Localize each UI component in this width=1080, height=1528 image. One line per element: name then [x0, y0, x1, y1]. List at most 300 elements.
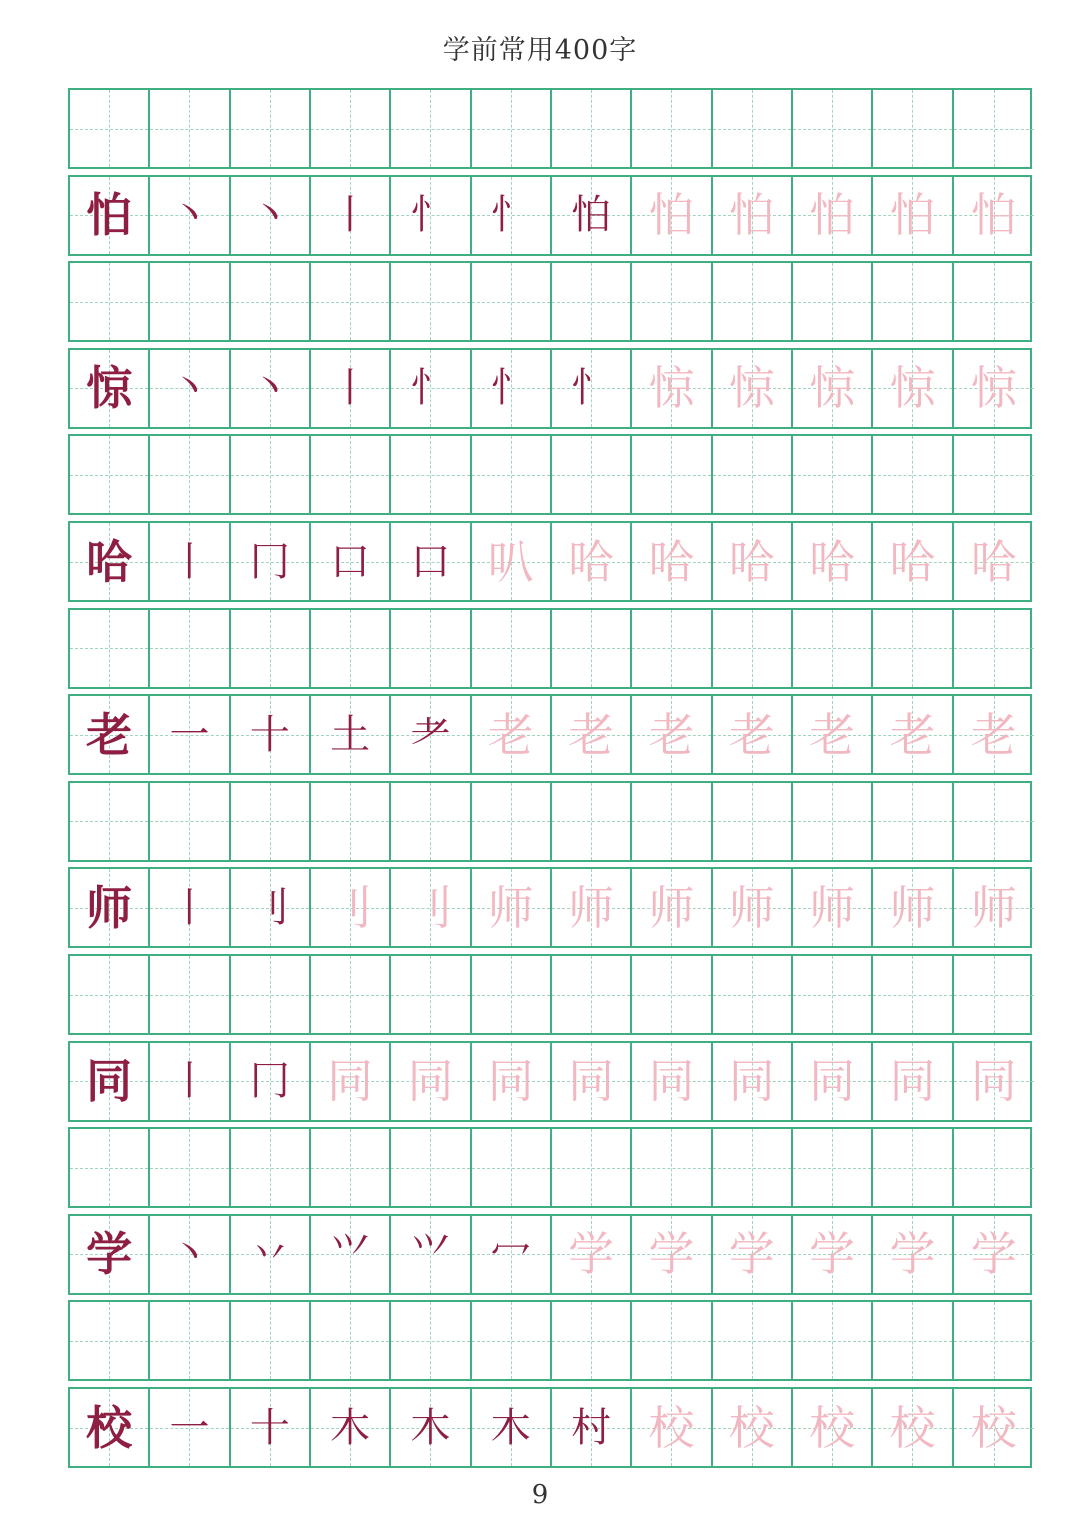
practice-cell[interactable] — [632, 1302, 712, 1379]
practice-cell[interactable] — [70, 1302, 150, 1379]
model-char-cell — [70, 1389, 150, 1466]
stroke-step-cell — [391, 696, 471, 773]
stroke-step-cell — [793, 523, 873, 600]
practice-cell[interactable] — [311, 783, 391, 860]
practice-cell[interactable] — [552, 1129, 632, 1206]
stroke-order-row — [68, 1041, 1032, 1122]
page-title: 学前常用400字 — [442, 35, 638, 66]
practice-cell[interactable] — [231, 1302, 311, 1379]
practice-cell[interactable] — [552, 610, 632, 687]
trace-character: 同 — [809, 1054, 856, 1109]
practice-cell[interactable] — [231, 263, 311, 340]
stroke-step-cell — [873, 177, 953, 254]
stroke-step-glyph: 耂 — [410, 711, 451, 758]
stroke-step-cell — [632, 1389, 712, 1466]
stroke-step-cell — [472, 1043, 552, 1120]
stroke-step-cell — [311, 696, 391, 773]
stroke-step-glyph: 木 — [330, 1404, 371, 1451]
stroke-step-glyph: 忄 — [490, 365, 531, 412]
practice-cell[interactable] — [873, 610, 953, 687]
stroke-step-glyph: 口 — [330, 538, 371, 585]
practice-cell[interactable] — [472, 1129, 552, 1206]
trace-character: 怕 — [889, 188, 936, 243]
stroke-step-cell — [150, 350, 230, 427]
blank-practice-row — [68, 1300, 1032, 1381]
model-char-cell — [70, 177, 150, 254]
stroke-step-glyph: 十 — [249, 711, 290, 758]
stroke-step-cell — [552, 350, 632, 427]
stroke-step-cell — [873, 1389, 953, 1466]
stroke-step-cell — [231, 177, 311, 254]
stroke-step-glyph: 木 — [410, 1404, 451, 1451]
stroke-step-cell — [632, 350, 712, 427]
practice-cell[interactable] — [391, 783, 471, 860]
trace-character: 师 — [889, 880, 936, 935]
trace-character: 哈 — [568, 534, 615, 589]
trace-character: 惊 — [889, 361, 936, 416]
practice-cell[interactable] — [713, 263, 793, 340]
trace-character: 师 — [568, 880, 615, 935]
trace-character: 校 — [809, 1400, 856, 1455]
practice-cell[interactable] — [954, 610, 1034, 687]
practice-cell[interactable] — [873, 783, 953, 860]
stroke-step-glyph: 丨 — [330, 192, 371, 239]
stroke-step-cell — [954, 1389, 1034, 1466]
stroke-step-cell — [713, 523, 793, 600]
trace-character: 惊 — [809, 361, 856, 416]
trace-character: 哈 — [648, 534, 695, 589]
practice-cell[interactable] — [713, 436, 793, 513]
stroke-step-cell — [873, 869, 953, 946]
stroke-step-cell — [311, 1043, 391, 1120]
practice-cell[interactable] — [472, 783, 552, 860]
trace-character: 学 — [568, 1227, 615, 1282]
stroke-step-cell — [472, 350, 552, 427]
model-char-cell — [70, 1043, 150, 1120]
stroke-step-glyph: 木 — [490, 1404, 531, 1451]
trace-character: 刂 — [327, 880, 374, 935]
model-character: 同 — [86, 1054, 133, 1109]
stroke-step-cell — [873, 696, 953, 773]
practice-cell[interactable] — [713, 1129, 793, 1206]
stroke-order-row — [68, 1387, 1032, 1468]
blank-practice-row — [68, 434, 1032, 515]
stroke-step-cell — [793, 869, 873, 946]
stroke-step-cell — [793, 1389, 873, 1466]
practice-cell[interactable] — [472, 956, 552, 1033]
stroke-step-cell — [713, 1043, 793, 1120]
stroke-step-cell — [713, 1389, 793, 1466]
model-character: 校 — [86, 1400, 133, 1455]
practice-cell[interactable] — [70, 956, 150, 1033]
practice-cell[interactable] — [552, 263, 632, 340]
practice-cell[interactable] — [954, 436, 1034, 513]
stroke-step-cell — [552, 869, 632, 946]
trace-character: 同 — [970, 1054, 1017, 1109]
trace-character: 校 — [889, 1400, 936, 1455]
stroke-step-cell — [713, 696, 793, 773]
stroke-step-cell — [954, 523, 1034, 600]
practice-cell[interactable] — [150, 263, 230, 340]
stroke-step-cell — [391, 523, 471, 600]
stroke-step-glyph: 忄 — [410, 365, 451, 412]
stroke-step-cell — [311, 177, 391, 254]
practice-cell[interactable] — [552, 783, 632, 860]
trace-character: 同 — [407, 1054, 454, 1109]
practice-cell[interactable] — [793, 90, 873, 167]
practice-cell[interactable] — [713, 90, 793, 167]
trace-character: 师 — [648, 880, 695, 935]
trace-character: 师 — [970, 880, 1017, 935]
trace-character: 老 — [568, 707, 615, 762]
stroke-step-glyph: 村 — [571, 1404, 612, 1451]
stroke-step-cell — [793, 696, 873, 773]
stroke-step-glyph: 一 — [169, 711, 210, 758]
practice-cell[interactable] — [713, 956, 793, 1033]
practice-cell[interactable] — [150, 783, 230, 860]
trace-character: 学 — [728, 1227, 775, 1282]
stroke-step-cell — [231, 1216, 311, 1293]
practice-cell[interactable] — [793, 263, 873, 340]
practice-cell[interactable] — [311, 90, 391, 167]
stroke-step-cell — [311, 523, 391, 600]
trace-character: 师 — [487, 880, 534, 935]
practice-cell[interactable] — [70, 263, 150, 340]
practice-cell[interactable] — [954, 1129, 1034, 1206]
practice-cell[interactable] — [70, 1129, 150, 1206]
practice-cell[interactable] — [391, 610, 471, 687]
practice-cell[interactable] — [231, 1129, 311, 1206]
stroke-step-glyph: 怕 — [571, 192, 612, 239]
stroke-step-glyph: 丨 — [330, 365, 371, 412]
practice-cell[interactable] — [311, 1129, 391, 1206]
stroke-step-glyph: 冂 — [249, 538, 290, 585]
blank-practice-row — [68, 781, 1032, 862]
model-character: 哈 — [86, 534, 133, 589]
stroke-step-cell — [552, 523, 632, 600]
trace-character: 老 — [487, 707, 534, 762]
practice-cell[interactable] — [391, 1302, 471, 1379]
stroke-step-cell — [632, 869, 712, 946]
stroke-step-cell — [552, 1043, 632, 1120]
trace-character: 学 — [970, 1227, 1017, 1282]
stroke-step-cell — [150, 1389, 230, 1466]
stroke-step-glyph: 忄 — [490, 192, 531, 239]
stroke-step-cell — [552, 696, 632, 773]
practice-cell[interactable] — [472, 263, 552, 340]
practice-cell[interactable] — [954, 263, 1034, 340]
practice-cell[interactable] — [150, 610, 230, 687]
practice-cell[interactable] — [873, 956, 953, 1033]
trace-character: 同 — [487, 1054, 534, 1109]
trace-character: 老 — [648, 707, 695, 762]
trace-character: 同 — [327, 1054, 374, 1109]
stroke-step-cell — [632, 1043, 712, 1120]
practice-cell[interactable] — [954, 956, 1034, 1033]
practice-cell[interactable] — [70, 610, 150, 687]
stroke-step-cell — [231, 696, 311, 773]
trace-character: 同 — [648, 1054, 695, 1109]
trace-character: 怕 — [728, 188, 775, 243]
stroke-step-cell — [632, 523, 712, 600]
stroke-order-row — [68, 521, 1032, 602]
practice-cell[interactable] — [150, 1302, 230, 1379]
stroke-step-glyph: 丶 — [169, 365, 210, 412]
practice-cell[interactable] — [150, 956, 230, 1033]
stroke-step-cell — [311, 1216, 391, 1293]
stroke-step-cell — [231, 1389, 311, 1466]
trace-character: 师 — [728, 880, 775, 935]
trace-character: 老 — [809, 707, 856, 762]
practice-cell[interactable] — [70, 90, 150, 167]
practice-cell[interactable] — [793, 610, 873, 687]
stroke-step-cell — [552, 1216, 632, 1293]
trace-character: 惊 — [648, 361, 695, 416]
practice-cell[interactable] — [231, 436, 311, 513]
stroke-step-glyph: 一 — [169, 1404, 210, 1451]
stroke-step-cell — [954, 350, 1034, 427]
practice-cell[interactable] — [231, 956, 311, 1033]
practice-cell[interactable] — [713, 783, 793, 860]
stroke-step-cell — [713, 1216, 793, 1293]
practice-cell[interactable] — [632, 263, 712, 340]
stroke-step-cell — [793, 177, 873, 254]
stroke-step-cell — [954, 1043, 1034, 1120]
practice-cell[interactable] — [150, 1129, 230, 1206]
practice-cell[interactable] — [150, 90, 230, 167]
stroke-step-cell — [873, 523, 953, 600]
practice-cell[interactable] — [954, 783, 1034, 860]
model-char-cell — [70, 523, 150, 600]
stroke-step-glyph: 丶 — [249, 365, 290, 412]
trace-character: 老 — [728, 707, 775, 762]
stroke-step-cell — [472, 1389, 552, 1466]
stroke-step-cell — [713, 177, 793, 254]
trace-character: 怕 — [809, 188, 856, 243]
practice-cell[interactable] — [713, 610, 793, 687]
practice-cell[interactable] — [793, 1129, 873, 1206]
stroke-step-glyph: 土 — [330, 711, 371, 758]
stroke-step-glyph: ⺍ — [410, 1231, 451, 1278]
practice-cell[interactable] — [873, 436, 953, 513]
practice-cell[interactable] — [632, 783, 712, 860]
practice-cell[interactable] — [391, 436, 471, 513]
stroke-step-cell — [873, 1043, 953, 1120]
stroke-step-glyph: 丨 — [169, 1058, 210, 1105]
practice-cell[interactable] — [632, 1129, 712, 1206]
stroke-order-row — [68, 348, 1032, 429]
practice-cell[interactable] — [632, 610, 712, 687]
practice-cell[interactable] — [552, 1302, 632, 1379]
practice-cell[interactable] — [873, 1129, 953, 1206]
stroke-step-cell — [150, 1043, 230, 1120]
practice-cell[interactable] — [954, 90, 1034, 167]
practice-cell[interactable] — [231, 610, 311, 687]
practice-cell[interactable] — [391, 1129, 471, 1206]
practice-cell[interactable] — [632, 956, 712, 1033]
trace-character: 哈 — [809, 534, 856, 589]
trace-character: 哈 — [970, 534, 1017, 589]
practice-cell[interactable] — [552, 90, 632, 167]
trace-character: 哈 — [728, 534, 775, 589]
stroke-step-cell — [793, 1216, 873, 1293]
stroke-step-cell — [231, 523, 311, 600]
stroke-step-cell — [231, 1043, 311, 1120]
trace-character: 师 — [809, 880, 856, 935]
stroke-step-cell — [231, 869, 311, 946]
practice-cell[interactable] — [793, 436, 873, 513]
practice-cell[interactable] — [873, 1302, 953, 1379]
trace-character: 同 — [728, 1054, 775, 1109]
stroke-step-cell — [552, 177, 632, 254]
stroke-step-glyph: 十 — [249, 1404, 290, 1451]
trace-character: 哈 — [889, 534, 936, 589]
model-char-cell — [70, 350, 150, 427]
stroke-step-cell — [793, 1043, 873, 1120]
stroke-step-glyph: 口 — [410, 538, 451, 585]
trace-character: 同 — [889, 1054, 936, 1109]
stroke-step-cell — [632, 177, 712, 254]
practice-cell[interactable] — [391, 956, 471, 1033]
practice-cell[interactable] — [231, 90, 311, 167]
trace-character: 学 — [889, 1227, 936, 1282]
stroke-step-cell — [391, 1389, 471, 1466]
practice-cell[interactable] — [311, 956, 391, 1033]
stroke-step-cell — [472, 1216, 552, 1293]
practice-cell[interactable] — [873, 263, 953, 340]
stroke-step-cell — [954, 1216, 1034, 1293]
stroke-step-cell — [150, 1216, 230, 1293]
model-character: 学 — [86, 1227, 133, 1282]
stroke-step-cell — [150, 869, 230, 946]
trace-character: 同 — [568, 1054, 615, 1109]
practice-cell[interactable] — [472, 436, 552, 513]
stroke-step-cell — [472, 177, 552, 254]
practice-cell[interactable] — [873, 90, 953, 167]
stroke-step-cell — [552, 1389, 632, 1466]
stroke-step-cell — [873, 350, 953, 427]
practice-cell[interactable] — [311, 610, 391, 687]
stroke-step-cell — [391, 350, 471, 427]
trace-character: 校 — [728, 1400, 775, 1455]
stroke-step-cell — [311, 869, 391, 946]
trace-character: 校 — [648, 1400, 695, 1455]
practice-cell[interactable] — [231, 783, 311, 860]
stroke-step-cell — [472, 523, 552, 600]
model-character: 老 — [86, 707, 133, 762]
stroke-step-glyph: 丶 — [249, 192, 290, 239]
blank-practice-row — [68, 1127, 1032, 1208]
stroke-step-glyph: 冂 — [249, 1058, 290, 1105]
page-number: 9 — [531, 1480, 549, 1510]
practice-cell[interactable] — [70, 783, 150, 860]
stroke-step-cell — [231, 350, 311, 427]
trace-character: 怕 — [970, 188, 1017, 243]
blank-practice-row — [68, 608, 1032, 689]
model-char-cell — [70, 696, 150, 773]
stroke-step-cell — [954, 869, 1034, 946]
practice-cell[interactable] — [713, 1302, 793, 1379]
stroke-step-glyph: 忄 — [571, 365, 612, 412]
stroke-step-glyph: 刂 — [249, 884, 290, 931]
stroke-order-row — [68, 694, 1032, 775]
stroke-step-glyph: 冖 — [490, 1231, 531, 1278]
stroke-step-cell — [150, 177, 230, 254]
blank-practice-row — [68, 261, 1032, 342]
practice-cell[interactable] — [150, 436, 230, 513]
stroke-step-cell — [632, 696, 712, 773]
stroke-step-cell — [391, 177, 471, 254]
stroke-step-cell — [391, 869, 471, 946]
stroke-step-cell — [472, 869, 552, 946]
practice-cell[interactable] — [552, 956, 632, 1033]
trace-character: 叭 — [487, 534, 534, 589]
stroke-step-cell — [391, 1216, 471, 1293]
practice-cell[interactable] — [793, 956, 873, 1033]
practice-cell[interactable] — [793, 1302, 873, 1379]
stroke-step-cell — [873, 1216, 953, 1293]
model-character: 师 — [86, 880, 133, 935]
stroke-step-cell — [472, 696, 552, 773]
practice-cell[interactable] — [391, 90, 471, 167]
stroke-step-glyph: 丶 — [169, 1231, 210, 1278]
stroke-step-glyph: ⺍ — [330, 1231, 371, 1278]
trace-character: 惊 — [970, 361, 1017, 416]
stroke-step-cell — [632, 1216, 712, 1293]
stroke-order-row — [68, 175, 1032, 256]
stroke-step-cell — [311, 1389, 391, 1466]
stroke-step-cell — [954, 177, 1034, 254]
trace-character: 老 — [970, 707, 1017, 762]
trace-character: 校 — [970, 1400, 1017, 1455]
blank-practice-row — [68, 88, 1032, 169]
trace-character: 怕 — [648, 188, 695, 243]
stroke-step-glyph: 忄 — [410, 192, 451, 239]
model-char-cell — [70, 1216, 150, 1293]
stroke-step-cell — [150, 523, 230, 600]
model-char-cell — [70, 869, 150, 946]
stroke-step-cell — [150, 696, 230, 773]
practice-cell[interactable] — [472, 90, 552, 167]
practice-cell[interactable] — [311, 436, 391, 513]
trace-character: 刂 — [407, 880, 454, 935]
stroke-step-glyph: 丶 — [169, 192, 210, 239]
stroke-step-cell — [713, 869, 793, 946]
practice-cell[interactable] — [552, 436, 632, 513]
practice-cell[interactable] — [632, 90, 712, 167]
blank-practice-row — [68, 954, 1032, 1035]
stroke-step-glyph: 丨 — [169, 884, 210, 931]
practice-cell[interactable] — [70, 436, 150, 513]
stroke-step-cell — [391, 1043, 471, 1120]
stroke-step-cell — [954, 696, 1034, 773]
stroke-step-glyph: 丷 — [249, 1231, 290, 1278]
model-character: 惊 — [86, 361, 133, 416]
practice-cell[interactable] — [311, 263, 391, 340]
stroke-order-row — [68, 1214, 1032, 1295]
practice-cell[interactable] — [472, 610, 552, 687]
practice-cell[interactable] — [472, 1302, 552, 1379]
practice-cell[interactable] — [793, 783, 873, 860]
trace-character: 老 — [889, 707, 936, 762]
stroke-step-glyph: 丨 — [169, 538, 210, 585]
practice-cell[interactable] — [632, 436, 712, 513]
practice-cell[interactable] — [391, 263, 471, 340]
stroke-step-cell — [713, 350, 793, 427]
practice-cell[interactable] — [954, 1302, 1034, 1379]
trace-character: 学 — [809, 1227, 856, 1282]
practice-cell[interactable] — [311, 1302, 391, 1379]
